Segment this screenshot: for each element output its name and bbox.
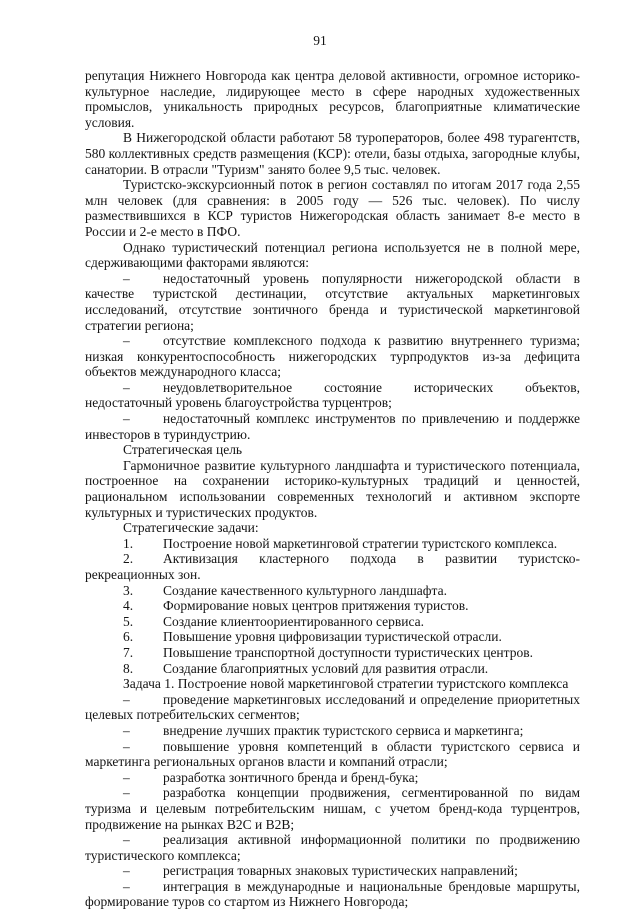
task1-item: – интеграция в международные и национальные брендовые маршруты, формирование туров со стартом из Нижнего Новгорода; [85,879,580,910]
task-number: 2. [123,551,134,567]
task-text: Формирование новых центров притяжения туристов. [163,598,469,614]
task-item [85,661,580,677]
task1-heading: Задача 1. Построение новой маркетинговой стратегии туристского комплекса [123,676,569,692]
task1-item: – разработка зонтичного бренда и бренд-бука; [85,770,580,786]
task-item [85,551,580,582]
task-number: 3. [123,582,134,598]
task-item [85,536,580,552]
task1-item: – реализация активной информационной политики по продвижению туристического комплекса; [85,832,580,863]
task-item [85,645,580,661]
page-number: 91 [313,33,327,48]
task-text: Создание благоприятных условий для развития отрасли. [163,660,489,676]
document-body [85,68,580,910]
factor-item: – неудовлетворительное состояние исторических объектов, недостаточный уровень благоустройства турцентров; [85,380,580,411]
task1-item: – внедрение лучших практик туристского сервиса и маркетинга; [85,723,580,739]
tasks-heading: Стратегические задачи: [123,520,259,536]
factor-item: – недостаточный уровень популярности нижегородской области в качестве туристской дестинации, отсутствие актуальных маркетинговых исследований, отсутствие зонтичного бренда и туристической маркетинговой стратегии региона; [85,271,580,333]
task-text: Повышение транспортной доступности туристических центров. [163,644,533,660]
task-item [85,598,580,614]
task-text: Активизация кластерного подхода в развитии туристско-рекреационных зон. [85,551,580,582]
factor-item: – недостаточный комплекс инструментов по привлечению и поддержке инвесторов в туриндустрию. [85,411,580,442]
paragraph-constraints-intro: Однако туристический потенциал региона используется не в полной мере, сдерживающими факторами являются: [85,239,580,271]
task1-item: – разработка концепции продвижения, сегментированной по видам туризма и целевым потребительским нишам, с учетом бренд-кода турцентров, продвижение на рынках B2C и B2B; [85,785,580,832]
goal-text: Гармоничное развитие культурного ландшафта и туристического потенциала, построенное на сохранении историко-культурных традиций и ценностей, рациональном использовании современных технологий и активном экспорте культурных и туристических продуктов. [85,457,580,520]
task-number: 4. [123,598,134,614]
task1-item: – повышение уровня компетенций в области туристского сервиса и маркетинга региональных органов власти и компаний отрасли; [85,739,580,770]
paragraph-operators: В Нижегородской области работают 58 туроператоров, более 498 турагентств, 580 коллективных средств размещения (КСР): отели, базы отдыха, загородные клубы, санатории. В отрасли "Туризм" занято более 9,5 тыс. человек. [85,130,580,177]
task-number: 6. [123,629,134,645]
task-text: Создание качественного культурного ландшафта. [163,582,447,598]
task1-item: – проведение маркетинговых исследований и определение приоритетных целевых потребительских сегментов; [85,692,580,723]
task-text: Построение новой маркетинговой стратегии туристского комплекса. [163,535,558,551]
goal-heading: Стратегическая цель [123,442,243,458]
task-number: 7. [123,644,134,660]
task-number: 5. [123,613,134,629]
task-number: 8. [123,660,134,676]
paragraph-tourist-flow: Туристско-экскурсионный поток в регион составлял по итогам 2017 года 2,55 млн человек (для сравнения: в 2005 году — 526 тыс. человек). По числу размествившихся в КСР туристов Нижегородская область занимает 8-е место в России и 2-е место в ПФО. [85,177,580,239]
task-text: Повышение уровня цифровизации туристической отрасли. [163,629,502,645]
task-item [85,583,580,599]
task1-item: – регистрация товарных знаковых туристических направлений; [85,863,580,879]
task-item [85,614,580,630]
task-text: Создание клиентоориентированного сервиса. [163,613,425,629]
paragraph-reputation: репутация Нижнего Новгорода как центра деловой активности, огромное историко-культурное наследие, лидирующее место в сфере народных художественных промыслов, уникальность природных ресурсов, благоприятные климатические условия. [85,68,580,130]
task-item [85,629,580,645]
task-number: 1. [123,535,134,551]
factor-item: – отсутствие комплексного подхода к развитию внутреннего туризма; низкая конкурентоспособность нижегородских турпродуктов из-за дефицита объектов международного класса; [85,333,580,380]
